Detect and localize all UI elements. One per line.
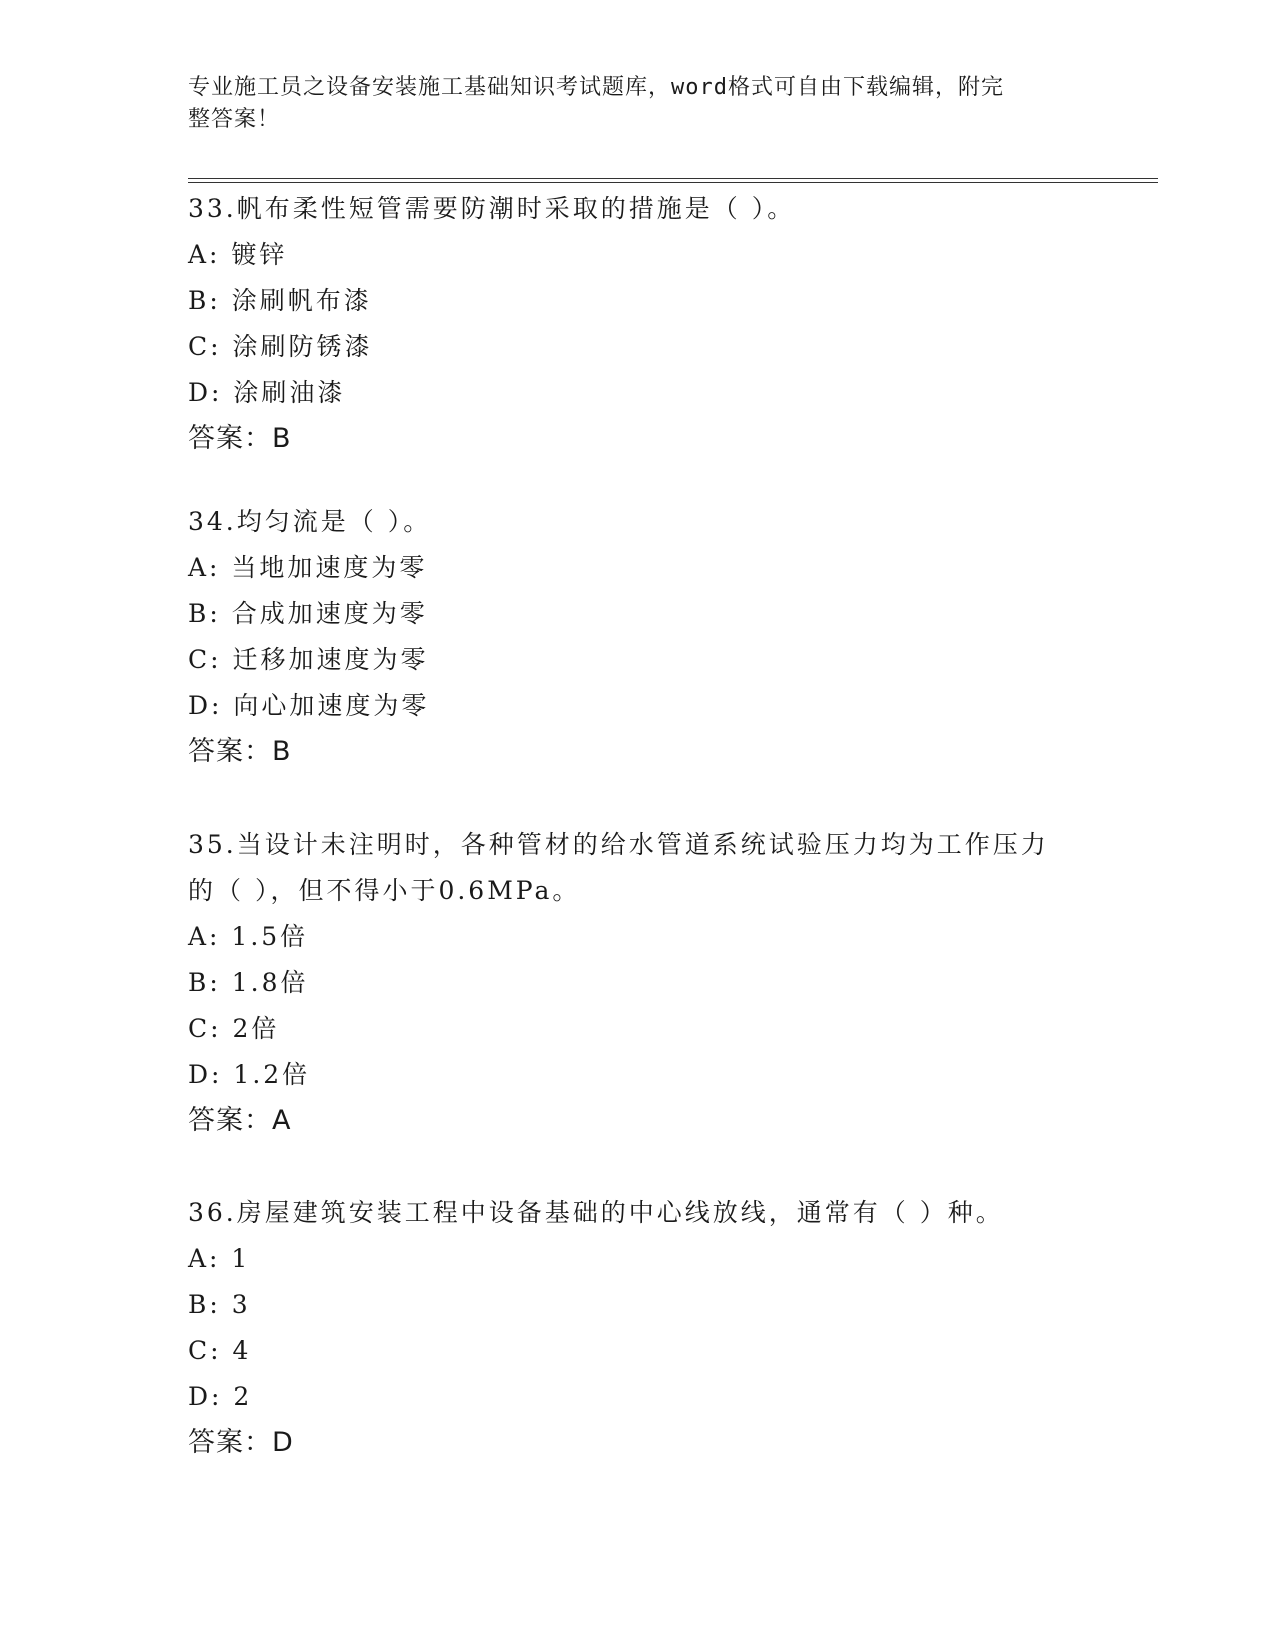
document-page xyxy=(188,0,1158,1650)
option-b: B: 涂刷帆布漆 xyxy=(188,286,372,315)
option-b: B: 3 xyxy=(188,1290,251,1319)
option-d: D: 2 xyxy=(188,1382,253,1411)
answer: 答案：D xyxy=(188,1427,294,1458)
header-divider xyxy=(188,178,1158,183)
answer: 答案：B xyxy=(188,736,292,767)
question-stem-continued: 的（ ），但不得小于0.6MPa。 xyxy=(188,876,581,905)
question-33 xyxy=(188,186,1088,462)
option-a: A: 1.5倍 xyxy=(188,922,309,951)
option-d: D: 向心加速度为零 xyxy=(188,691,430,720)
header-line-1: 专业施工员之设备安装施工基础知识考试题库，word格式可自由下载编辑，附完 xyxy=(188,75,1004,100)
option-d: D: 涂刷油漆 xyxy=(188,378,346,407)
option-a: A: 镀锌 xyxy=(188,240,288,269)
option-b: B: 合成加速度为零 xyxy=(188,599,428,628)
answer: 答案：A xyxy=(188,1105,292,1136)
option-a: A: 当地加速度为零 xyxy=(188,553,428,582)
option-d: D: 1.2倍 xyxy=(188,1060,311,1089)
question-35 xyxy=(188,822,1088,1144)
answer: 答案：B xyxy=(188,423,292,454)
header-line-2: 整答案！ xyxy=(188,107,281,132)
question-stem: 36.房屋建筑安装工程中设备基础的中心线放线，通常有（ ）种。 xyxy=(188,1198,1004,1227)
question-stem: 35.当设计未注明时，各种管材的给水管道系统试验压力均为工作压力 xyxy=(188,830,1049,859)
option-c: C: 2倍 xyxy=(188,1014,280,1043)
question-stem: 34.均匀流是（ ）。 xyxy=(188,507,432,536)
document-header xyxy=(188,72,1088,136)
option-c: C: 迁移加速度为零 xyxy=(188,645,429,674)
question-34 xyxy=(188,499,1088,775)
option-c: C: 4 xyxy=(188,1336,252,1365)
question-stem: 33.帆布柔性短管需要防潮时采取的措施是（ ）。 xyxy=(188,194,796,223)
option-a: A: 1 xyxy=(188,1244,251,1273)
option-b: B: 1.8倍 xyxy=(188,968,309,997)
option-c: C: 涂刷防锈漆 xyxy=(188,332,373,361)
question-36 xyxy=(188,1190,1088,1466)
